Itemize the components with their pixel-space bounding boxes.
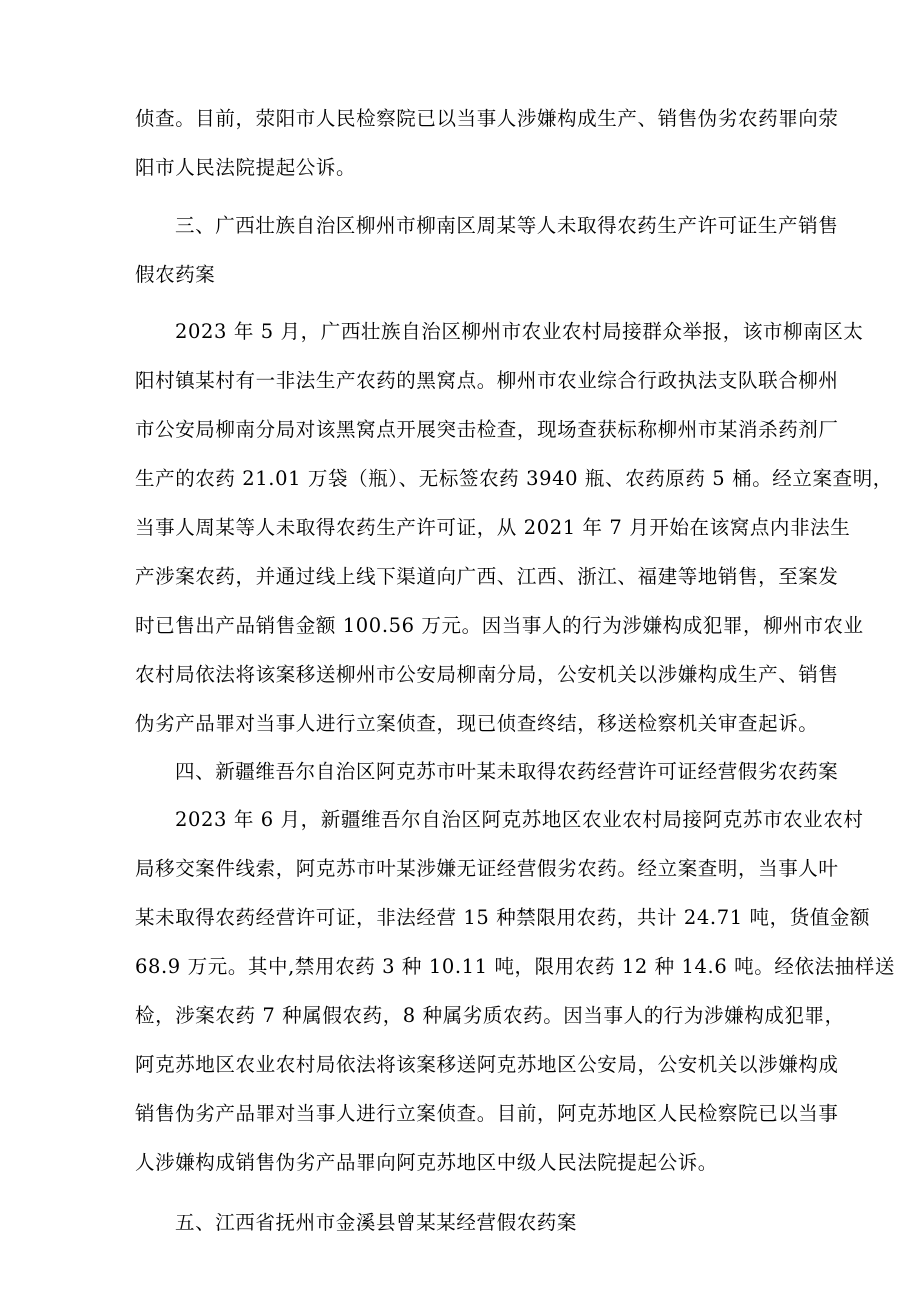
paragraph-line: 农村局依法将该案移送柳州市公安局柳南分局，公安机关以涉嫌构成生产、销售 [135,663,839,686]
paragraph-line: 检，涉案农药 7 种属假农药，8 种属劣质农药。因当事人的行为涉嫌构成犯罪， [135,1004,845,1027]
paragraph-line: 局移交案件线索，阿克苏市叶某涉嫌无证经营假劣农药。经立案查明，当事人叶 [135,857,839,880]
section-heading-4: 四、新疆维吾尔自治区阿克苏市叶某未取得农药经营许可证经营假劣农药案 [175,760,839,783]
paragraph-line: 2023 年 6 月，新疆维吾尔自治区阿克苏地区农业农村局接阿克苏市农业农村 [175,808,864,831]
paragraph-line: 当事人周某等人未取得农药生产许可证，从 2021 年 7 月开始在该窝点内非法生 [135,516,851,539]
paragraph-line: 时已售出产品销售金额 100.56 万元。因当事人的行为涉嫌构成犯罪，柳州市农业 [135,614,864,637]
section-heading-3: 三、广西壮族自治区柳州市柳南区周某等人未取得农药生产许可证生产销售 [175,214,839,237]
paragraph-line: 阳市人民法院提起公诉。 [135,156,357,179]
paragraph-line: 人涉嫌构成销售伪劣产品罪向阿克苏地区中级人民法院提起公诉。 [135,1151,718,1174]
paragraph-line: 68.9 万元。其中,禁用农药 3 种 10.11 吨，限用农药 12 种 14.6 吨。经依法抽样送 [135,955,895,978]
paragraph-line: 产涉案农药，并通过线上线下渠道向广西、江西、浙江、福建等地销售，至案发 [135,565,839,588]
section-heading-5: 五、江西省抚州市金溪县曾某某经营假农药案 [175,1211,578,1234]
paragraph-line: 某未取得农药经营许可证，非法经营 15 种禁限用农药，共计 24.71 吨，货值金额 [135,906,871,929]
section-heading-3-cont: 假农药案 [135,263,216,286]
paragraph-line: 生产的农药 21.01 万袋（瓶）、无标签农药 3940 瓶、农药原药 5 桶。经立案查明， [135,467,893,490]
paragraph-line: 侦查。目前，荥阳市人民检察院已以当事人涉嫌构成生产、销售伪劣农药罪向荥 [135,107,839,130]
paragraph-line: 市公安局柳南分局对该黑窝点开展突击检查，现场查获标称柳州市某消杀药剂厂 [135,418,839,441]
paragraph-line: 销售伪劣产品罪对当事人进行立案侦查。目前，阿克苏地区人民检察院已以当事 [135,1102,839,1125]
paragraph-line: 阿克苏地区农业农村局依法将该案移送阿克苏地区公安局，公安机关以涉嫌构成 [135,1053,839,1076]
paragraph-line: 伪劣产品罪对当事人进行立案侦查，现已侦查终结，移送检察机关审查起诉。 [135,712,819,735]
paragraph-line: 2023 年 5 月，广西壮族自治区柳州市农业农村局接群众举报，该市柳南区太 [175,320,864,343]
paragraph-line: 阳村镇某村有一非法生产农药的黑窝点。柳州市农业综合行政执法支队联合柳州 [135,369,839,392]
